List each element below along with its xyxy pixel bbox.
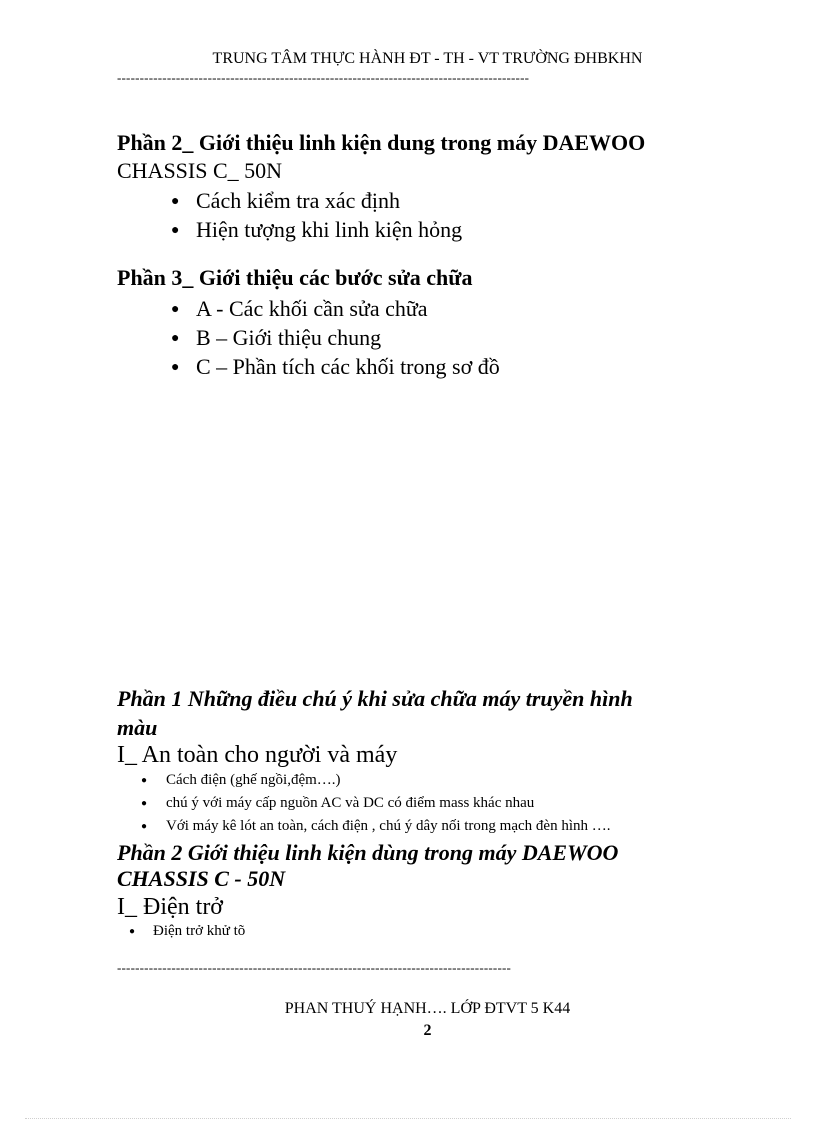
list-item-text: chú ý với máy cấp nguồn AC và DC có điểm mass khác nhau (166, 795, 535, 811)
list-item (171, 188, 401, 214)
page-header-title: TRUNG TÂM THỰC HÀNH ĐT - TH - VT TRƯỜNG ĐHBKHN (212, 50, 643, 67)
list-item-text: Hiện tượng khi linh kiện hỏng (196, 217, 463, 242)
page-number: 2 (423, 1022, 432, 1039)
part2-title-line1: Phần 2 Giới thiệu linh kiện dùng trong máy DAEWOO (117, 840, 619, 865)
bullet-icon: ● (171, 194, 180, 209)
part1-title-line1: Phần 1 Những điều chú ý khi sửa chữa máy truyền hình (117, 686, 633, 711)
bullet-icon: ● (171, 331, 180, 346)
part2-summary-subtitle: CHASSIS C_ 50N (117, 158, 283, 183)
bullet-icon: ● (171, 360, 180, 375)
list-item-text: C – Phần tích các khối trong sơ đồ (196, 354, 500, 379)
list-item (171, 325, 382, 351)
list-item (141, 772, 341, 789)
bullet-icon: ● (141, 821, 148, 832)
list-item-text: Với máy kê lót an toàn, cách điện , chú ý dây nối trong mạch đèn hình …. (166, 818, 611, 834)
page-edge-divider (25, 1118, 791, 1119)
list-item (171, 217, 463, 243)
bullet-icon: ● (171, 223, 180, 238)
bullet-icon: ● (171, 302, 180, 317)
part1-title-line2: màu (117, 715, 158, 740)
list-item-text: Điện trở khử tõ (153, 923, 246, 939)
list-item (171, 354, 500, 380)
part2-title-line2: CHASSIS C - 50N (117, 866, 286, 891)
part2-summary-title: Phần 2_ Giới thiệu linh kiện dung trong máy DAEWOO (117, 130, 646, 155)
list-item (141, 795, 535, 812)
list-item-text: Cách điện (ghế ngồi,đệm….) (166, 772, 341, 788)
list-item (141, 818, 611, 835)
footer-author: PHAN THUÝ HẠNH…. LỚP ĐTVT 5 K44 (284, 1000, 571, 1017)
part1-heading: I_ An toàn cho người và máy (117, 742, 398, 768)
list-item-text: Cách kiểm tra xác định (196, 188, 401, 213)
footer-rule: --------------------------------------------------------------------------------------- (117, 960, 512, 975)
list-item (129, 923, 246, 940)
header-rule: ------------------------------------------------------------------------------------------- (117, 70, 530, 85)
part2-heading: I_ Điện trở (117, 894, 223, 920)
bullet-icon: ● (141, 798, 148, 809)
list-item-text: A - Các khối cần sửa chữa (196, 296, 428, 321)
part3-summary-title: Phần 3_ Giới thiệu các bước sửa chữa (117, 265, 473, 290)
bullet-icon: ● (141, 775, 148, 786)
bullet-icon: ● (129, 926, 136, 937)
list-item-text: B – Giới thiệu chung (196, 325, 382, 350)
list-item (171, 296, 428, 322)
